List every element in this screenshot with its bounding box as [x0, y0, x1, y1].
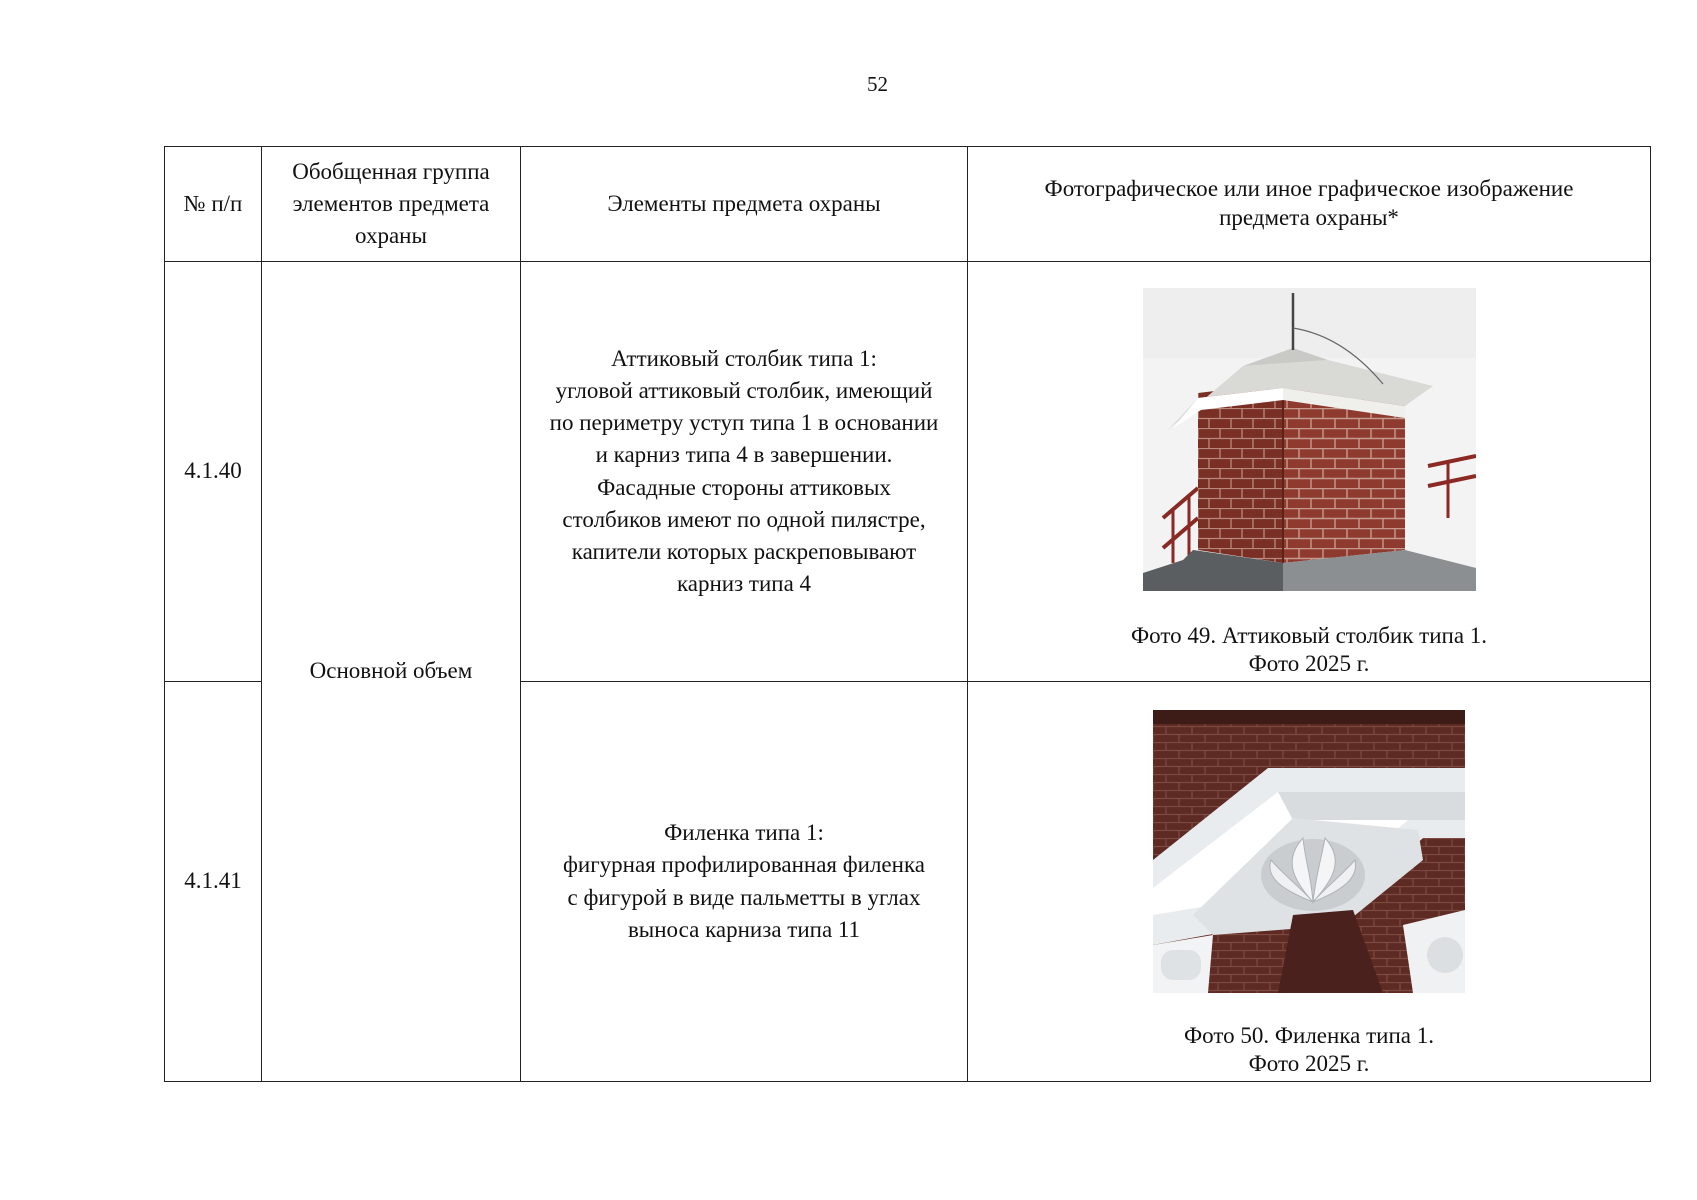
- header-image-line2: предмета охраны*: [1219, 205, 1399, 230]
- description-line: Фасадные стороны аттиковых: [597, 474, 891, 500]
- caption-line: Фото 50. Филенка типа 1.: [1183, 1022, 1434, 1048]
- header-group: Обобщенная группа элементов предмета охраны: [262, 147, 521, 262]
- description-line: и карниз типа 4 в завершении.: [595, 442, 893, 468]
- description-line: выноса карниза типа 11: [627, 916, 861, 942]
- header-image-line1: Фотографическое или иное графическое изображение: [1044, 176, 1574, 202]
- table-row: [165, 262, 1651, 682]
- description-line: карниз типа 4: [676, 571, 812, 597]
- caption-line: Фото 2025 г.: [1248, 651, 1370, 677]
- description-line: столбиков имеют по одной пилястре,: [562, 506, 926, 532]
- description-line: фигурная профилированная филенка: [563, 852, 925, 878]
- caption-line: Фото 49. Аттиковый столбик типа 1.: [1130, 622, 1488, 648]
- page-number: 52: [867, 72, 888, 96]
- panel-photo: [1153, 710, 1465, 993]
- table-header-row: [165, 147, 1651, 262]
- description-line: капители которых раскреповывают: [571, 538, 917, 564]
- description-line: угловой аттиковый столбик, имеющий: [555, 377, 933, 403]
- photo-caption: [968, 1022, 1650, 1080]
- description-line: с фигурой в виде пальметты в углах: [567, 884, 921, 910]
- photo-caption: [968, 622, 1650, 680]
- header-number: № п/п: [165, 147, 262, 262]
- header-elements: Элементы предмета охраны: [521, 147, 968, 262]
- row-photo-cell: [968, 262, 1651, 682]
- header-image: [968, 147, 1651, 262]
- row-description: [521, 682, 968, 1082]
- description-line: по периметру уступ типа 1 в основании: [549, 410, 939, 436]
- row-photo-cell: [968, 682, 1651, 1082]
- row-number: 4.1.40: [165, 262, 262, 682]
- attic-post-photo: [1143, 288, 1476, 591]
- caption-line: Фото 2025 г.: [1248, 1051, 1370, 1077]
- group-cell: Основной объем: [262, 262, 521, 1082]
- row-description: [521, 262, 968, 682]
- protection-elements-table: [164, 146, 1651, 1082]
- row-number: 4.1.41: [165, 682, 262, 1082]
- description-line: Аттиковый столбик типа 1:: [611, 345, 877, 371]
- description-line: Филенка типа 1:: [664, 820, 824, 846]
